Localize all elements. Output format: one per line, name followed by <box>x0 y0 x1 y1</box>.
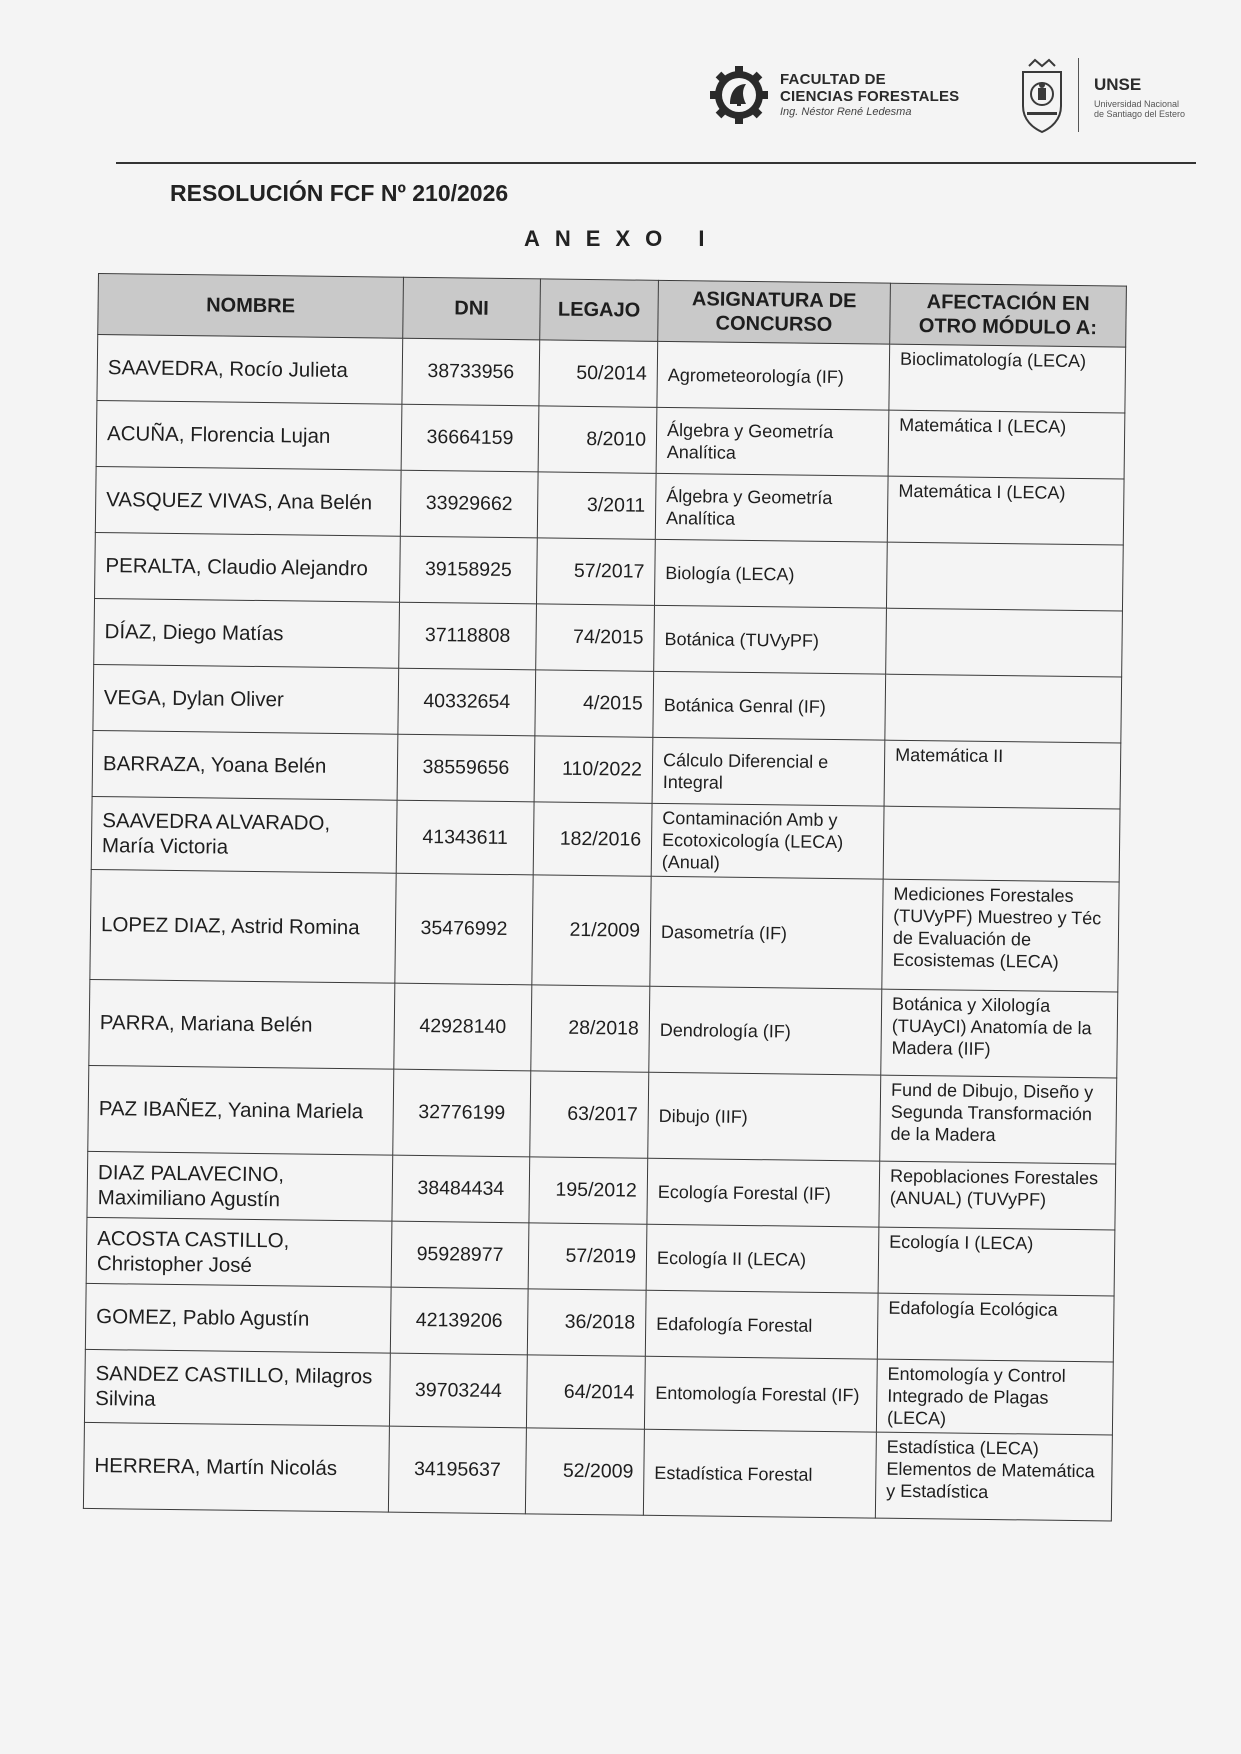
faculty-gear-logo <box>708 64 770 126</box>
cell-afectacion <box>885 674 1122 743</box>
cell-afectacion: Bioclimatología (LECA) <box>889 344 1126 413</box>
table-row <box>95 532 1124 611</box>
column-header-legajo: LEGAJO <box>540 279 659 341</box>
annex-table <box>83 273 1127 1521</box>
column-header-dni: DNI <box>403 277 541 340</box>
cell-dni: 41343611 <box>396 800 534 875</box>
cell-asignatura: Edafología Forestal <box>645 1290 878 1359</box>
cell-dni: 39703244 <box>389 1353 527 1428</box>
cell-asignatura: Ecología Forestal (IF) <box>647 1158 880 1227</box>
table-row <box>89 979 1118 1078</box>
cell-dni: 38484434 <box>392 1155 530 1223</box>
cell-nombre: SAAVEDRA, Rocío Julieta <box>97 335 403 405</box>
cell-nombre: LOPEZ DIAZ, Astrid Romina <box>90 869 396 983</box>
cell-nombre: ACOSTA CASTILLO, Christopher José <box>86 1217 392 1287</box>
faculty-line-3: Ing. Néstor René Ledesma <box>780 106 912 118</box>
cell-dni: 42928140 <box>394 983 532 1071</box>
university-abbr: UNSE <box>1094 75 1142 94</box>
cell-legajo: 64/2014 <box>526 1355 645 1429</box>
table-row <box>93 664 1122 743</box>
cell-nombre: DÍAZ, Diego Matías <box>94 598 400 668</box>
cell-nombre: SAAVEDRA ALVARADO, María Victoria <box>91 796 397 873</box>
table-row <box>91 796 1120 882</box>
table-row <box>84 1349 1113 1435</box>
cell-asignatura: Álgebra y Geometría Analítica <box>656 407 889 476</box>
faculty-line-1: FACULTAD DE <box>780 71 886 88</box>
cell-dni: 34195637 <box>388 1426 526 1514</box>
cell-legajo: 57/2019 <box>528 1223 647 1290</box>
table-row <box>83 1422 1112 1521</box>
cell-legajo: 182/2016 <box>533 802 652 876</box>
university-name <box>1094 75 1185 119</box>
cell-asignatura: Álgebra y Geometría Analítica <box>655 473 888 542</box>
cell-asignatura: Dibujo (IIF) <box>648 1072 881 1161</box>
cell-afectacion: Estadística (LECA) Elementos de Matemática y Estadística <box>875 1432 1112 1521</box>
cell-afectacion <box>883 806 1120 882</box>
cell-afectacion: Ecología I (LECA) <box>878 1227 1115 1296</box>
cell-asignatura: Biología (LECA) <box>654 539 887 608</box>
cell-nombre: GOMEZ, Pablo Agustín <box>85 1283 391 1353</box>
cell-legajo: 52/2009 <box>525 1428 644 1515</box>
header-divider <box>116 162 1196 164</box>
cell-legajo: 28/2018 <box>531 985 650 1072</box>
cell-asignatura: Dendrología (IF) <box>649 986 882 1075</box>
table-row <box>94 598 1123 677</box>
cell-afectacion: Edafología Ecológica <box>877 1293 1114 1362</box>
cell-dni: 37118808 <box>399 602 537 670</box>
university-line-1: Universidad Nacional <box>1094 99 1180 109</box>
cell-nombre: PARRA, Mariana Belén <box>89 979 395 1069</box>
table-row <box>88 1065 1117 1164</box>
cell-nombre: VEGA, Dylan Oliver <box>93 664 399 734</box>
cell-asignatura: Contaminación Amb y Ecotoxicología (LECA) (Anual) <box>651 803 884 879</box>
column-header-afectacion: AFECTACIÓN EN OTRO MÓDULO A: <box>890 283 1127 347</box>
cell-afectacion: Matemática II <box>884 740 1121 809</box>
cell-asignatura: Dasometría (IF) <box>650 876 883 989</box>
cell-afectacion: Matemática I (LECA) <box>887 476 1124 545</box>
cell-nombre: PERALTA, Claudio Alejandro <box>95 532 401 602</box>
cell-asignatura: Entomología Forestal (IF) <box>644 1356 877 1432</box>
cell-nombre: SANDEZ CASTILLO, Milagros Silvina <box>84 1349 390 1426</box>
faculty-line-2: CIENCIAS FORESTALES <box>780 88 960 105</box>
table-row <box>90 869 1119 992</box>
cell-nombre: ACUÑA, Florencia Lujan <box>96 400 402 470</box>
cell-asignatura: Agrometeorología (IF) <box>657 341 890 410</box>
cell-nombre: PAZ IBAÑEZ, Yanina Mariela <box>88 1065 394 1155</box>
university-line-2: de Santiago del Estero <box>1094 109 1186 119</box>
cell-dni: 38559656 <box>397 734 535 802</box>
cell-asignatura: Botánica Genral (IF) <box>653 671 886 740</box>
cell-asignatura: Cálculo Diferencial e Integral <box>652 737 885 806</box>
cell-legajo: 195/2012 <box>529 1157 648 1224</box>
cell-legajo: 21/2009 <box>532 875 651 986</box>
cell-dni: 40332654 <box>398 668 536 736</box>
table-row <box>95 466 1124 545</box>
resolution-title: RESOLUCIÓN FCF Nº 210/2026 <box>170 180 509 206</box>
cell-dni: 95928977 <box>391 1221 529 1289</box>
cell-afectacion: Repoblaciones Forestales (ANUAL) (TUVyPF) <box>879 1161 1116 1230</box>
cell-dni: 39158925 <box>400 536 538 604</box>
cell-dni: 35476992 <box>395 873 533 985</box>
cell-legajo: 57/2017 <box>536 538 655 605</box>
cell-nombre: BARRAZA, Yoana Belén <box>92 730 398 800</box>
cell-dni: 33929662 <box>400 470 538 538</box>
cell-asignatura: Ecología II (LECA) <box>646 1224 879 1293</box>
faculty-name <box>780 72 959 118</box>
cell-afectacion: Botánica y Xilología (TUAyCI) Anatomía de la Madera (IIF) <box>881 989 1118 1078</box>
cell-afectacion: Mediciones Forestales (TUVyPF) Muestreo y Téc de Evaluación de Ecosistemas (LECA) <box>882 879 1119 992</box>
cell-legajo: 3/2011 <box>537 472 656 539</box>
cell-legajo: 63/2017 <box>530 1071 649 1158</box>
cell-asignatura: Estadística Forestal <box>643 1429 876 1518</box>
cell-legajo: 4/2015 <box>535 670 654 737</box>
table-row <box>96 400 1125 479</box>
cell-afectacion <box>886 542 1123 611</box>
cell-afectacion: Fund de Dibujo, Diseño y Segunda Transformación de la Madera <box>880 1075 1117 1164</box>
cell-afectacion: Matemática I (LECA) <box>888 410 1125 479</box>
column-header-nombre: NOMBRE <box>98 274 404 339</box>
cell-legajo: 36/2018 <box>527 1289 646 1356</box>
cell-dni: 32776199 <box>393 1069 531 1157</box>
cell-legajo: 50/2014 <box>539 340 658 407</box>
cell-nombre: DIAZ PALAVECINO, Maximiliano Agustín <box>87 1151 393 1221</box>
cell-asignatura: Botánica (TUVyPF) <box>654 605 887 674</box>
cell-legajo: 8/2010 <box>538 406 657 473</box>
table-row <box>87 1151 1116 1230</box>
table-row <box>86 1217 1115 1296</box>
table-row <box>85 1283 1114 1362</box>
logo-separator <box>1078 58 1079 132</box>
cell-legajo: 110/2022 <box>534 736 653 803</box>
table-row <box>97 335 1126 414</box>
cell-nombre: HERRERA, Martín Nicolás <box>83 1422 389 1512</box>
cell-nombre: VASQUEZ VIVAS, Ana Belén <box>95 466 401 536</box>
cell-dni: 38733956 <box>402 338 540 406</box>
cell-afectacion <box>886 608 1123 677</box>
university-crest-logo <box>1017 58 1067 136</box>
cell-legajo: 74/2015 <box>536 604 655 671</box>
cell-dni: 36664159 <box>401 404 539 472</box>
cell-dni: 42139206 <box>390 1287 528 1355</box>
table-row <box>92 730 1121 809</box>
cell-afectacion: Entomología y Control Integrado de Plagas (LECA) <box>876 1359 1113 1435</box>
annex-title: ANEXO I <box>524 226 720 251</box>
column-header-asignatura: ASIGNATURA DE CONCURSO <box>658 280 891 344</box>
